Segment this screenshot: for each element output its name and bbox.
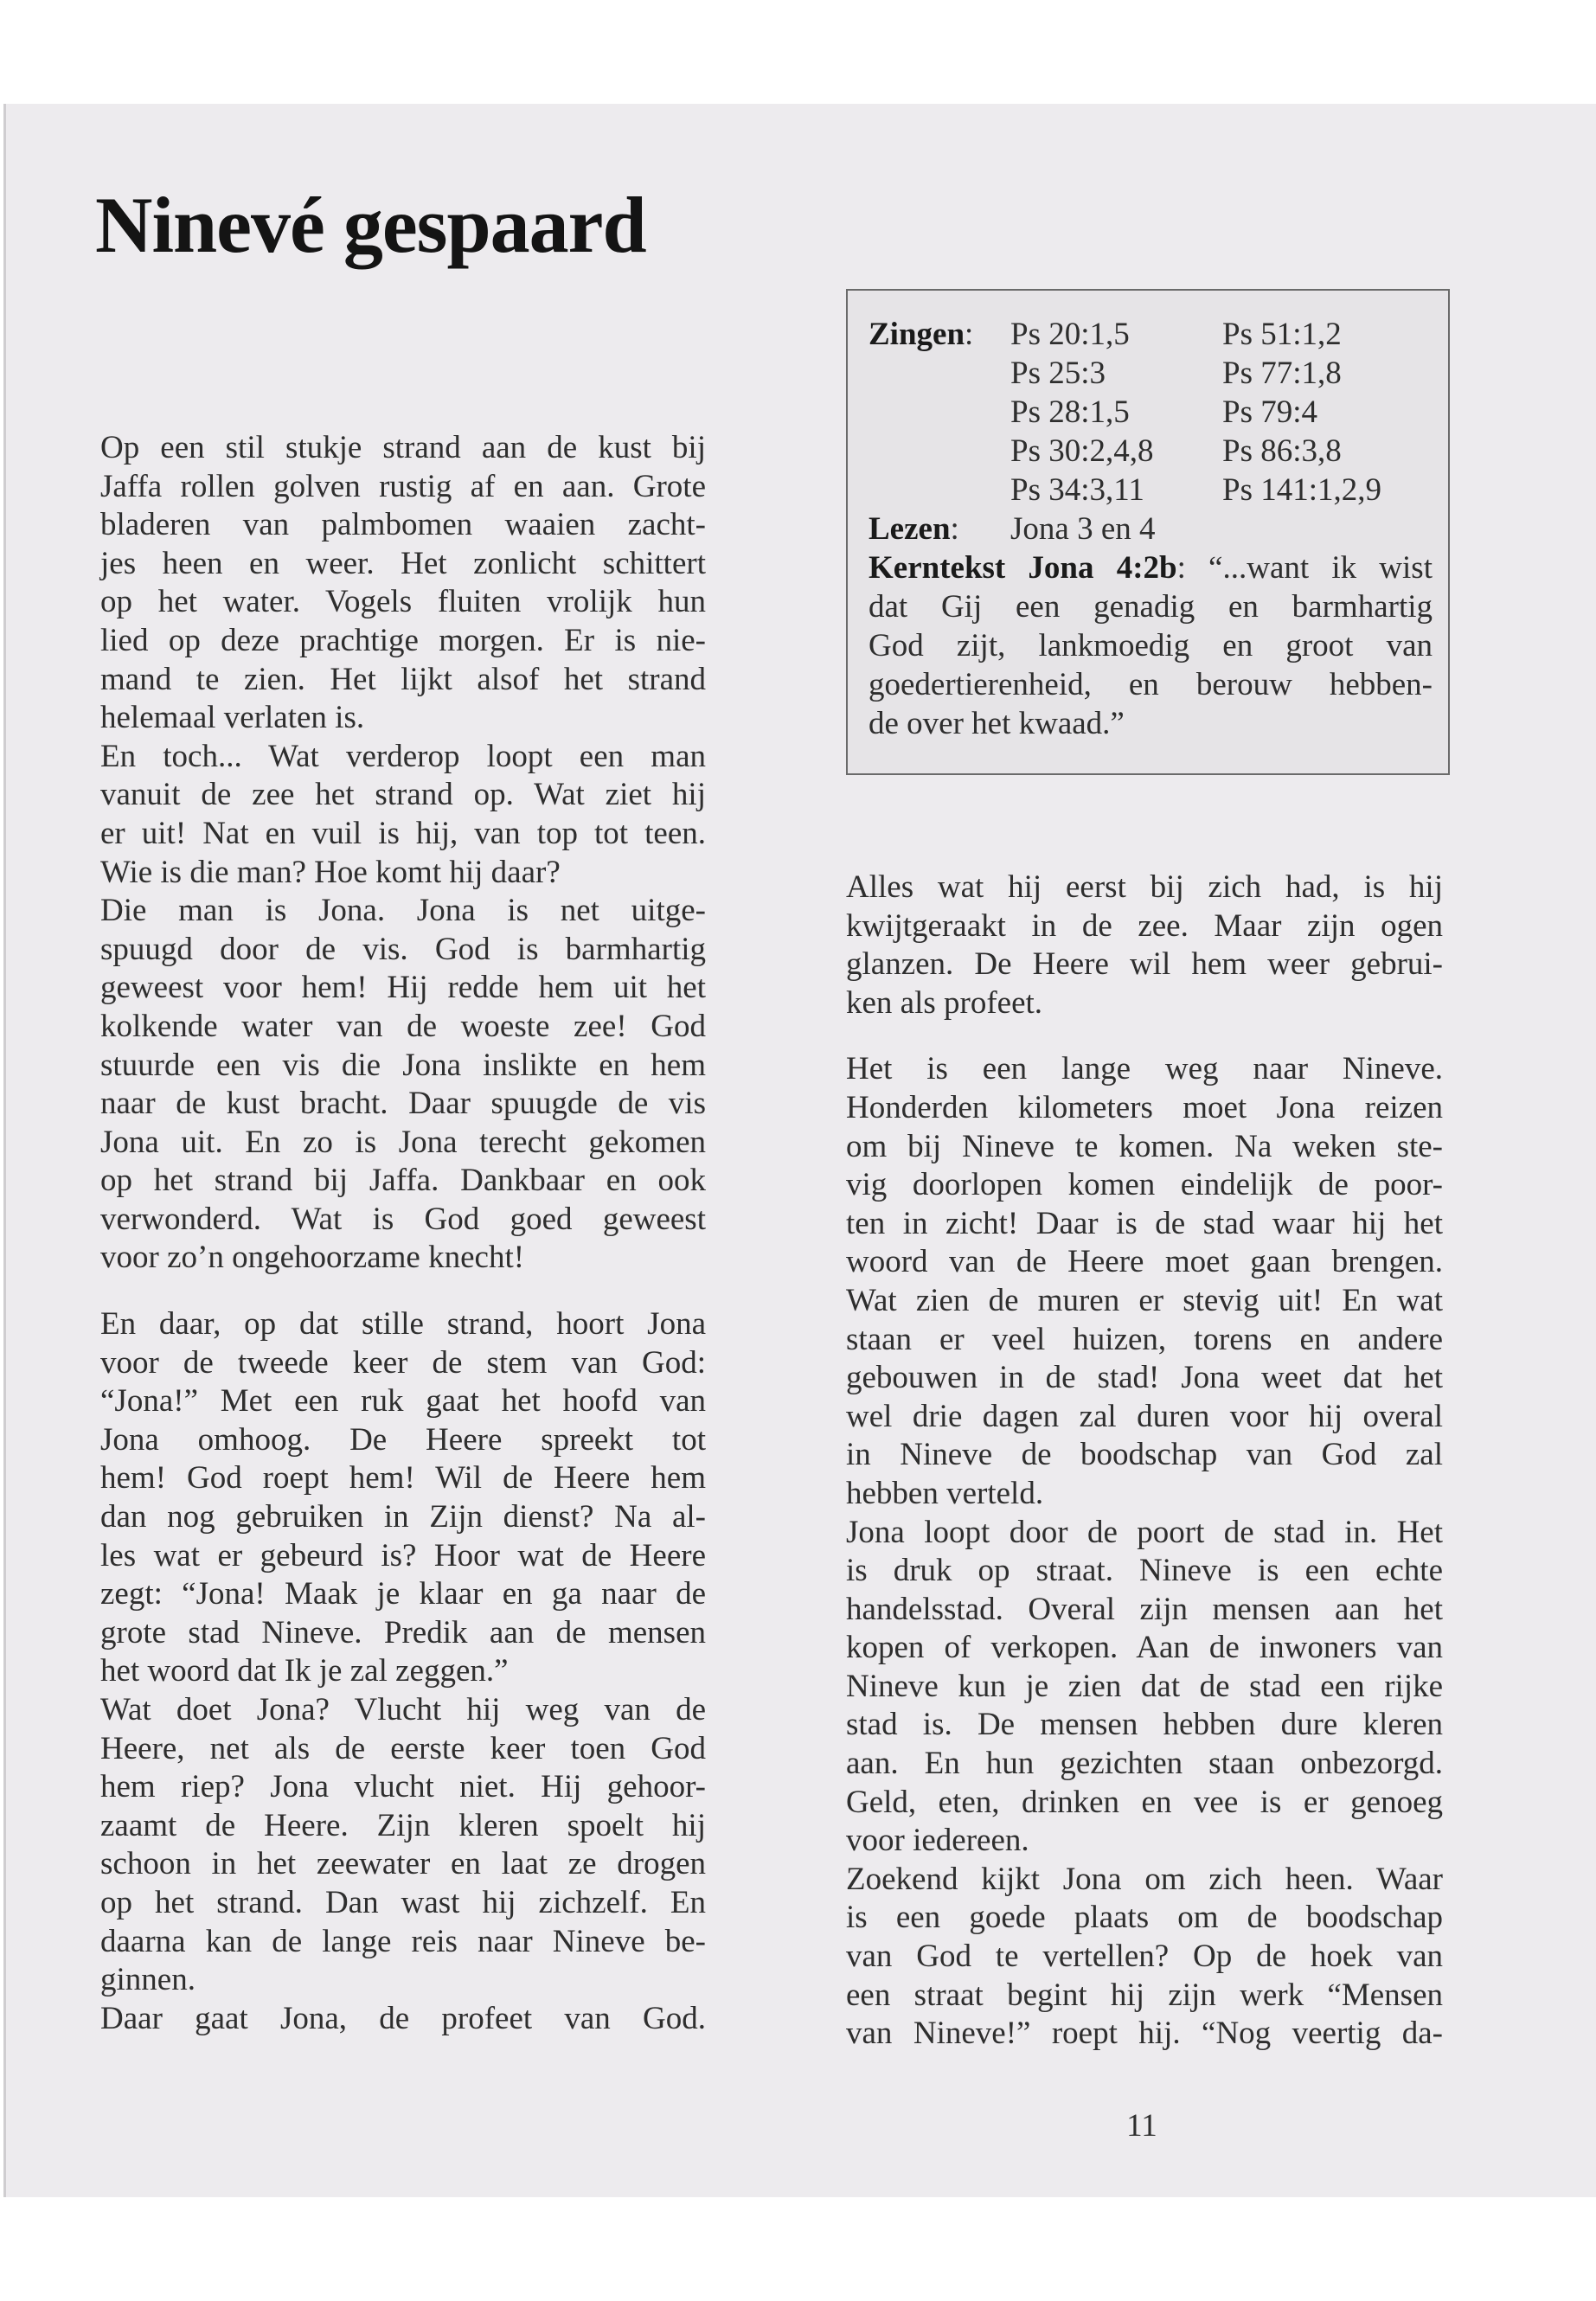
body-text-line: om bij Nineve te komen. Na weken ste- [846, 1128, 1443, 1164]
kerntekst-line: Kerntekst Jona 4:2b: “...want ik wist [869, 550, 1433, 586]
psalm-ref: Ps 28:1,5 [1010, 394, 1130, 430]
lezen-label: Lezen: [869, 511, 959, 547]
psalm-ref: Ps 77:1,8 [1222, 356, 1342, 391]
body-text-line: op het water. Vogels fluiten vrolijk hun [100, 584, 706, 620]
body-text-line: een straat begint hij zijn werk “Mensen [846, 1977, 1443, 2013]
body-text-line: Alles wat hij eerst bij zich had, is hij [846, 869, 1443, 905]
psalm-ref: Ps 25:3 [1010, 356, 1106, 391]
right-text-column [846, 868, 1443, 2054]
body-text-line: En toch... Wat verderop loopt een man [100, 738, 706, 774]
left-text-column [100, 429, 706, 2038]
reading-info-box [846, 289, 1450, 775]
body-text-line: geweest voor hem! Hij redde hem uit het [100, 970, 706, 1006]
body-text-line: staan er veel huizen, torens en andere [846, 1321, 1443, 1357]
body-text-line: lied op deze prachtige morgen. Er is nie- [100, 622, 706, 658]
body-text-line: hem riep? Jona vlucht niet. Hij gehoor- [100, 1769, 706, 1805]
body-text-line: naar de kust bracht. Daar spuugde de vis [100, 1086, 706, 1122]
body-text-line: kolkende water van de woeste zee! God [100, 1008, 706, 1044]
body-text-line: schoon in het zeewater en laat ze drogen [100, 1846, 706, 1882]
body-text-line: in Nineve de boodschap van God zal [846, 1437, 1443, 1473]
body-text-line: vanuit de zee het strand op. Wat ziet hij [100, 777, 706, 813]
body-text-line: “Jona!” Met een ruk gaat het hoofd van [100, 1383, 706, 1420]
body-text-line: kwijtgeraakt in de zee. Maar zijn ogen [846, 907, 1443, 944]
body-text-line: vig doorlopen komen eindelijk de poor- [846, 1167, 1443, 1203]
psalm-ref: Ps 30:2,4,8 [1010, 433, 1154, 469]
body-text-line: zegt: “Jona! Maak je klaar en ga naar de [100, 1576, 706, 1612]
body-text-line: Wat doet Jona? Vlucht hij weg van de [100, 1692, 706, 1727]
body-text-line: Het is een lange weg naar Nineve. [846, 1051, 1443, 1087]
body-text-line: verwonderd. Wat is God goed geweest [100, 1201, 706, 1237]
body-text-line: is druk op straat. Nineve is een echte [846, 1553, 1443, 1589]
kerntekst-line: dat Gij een genadig en barmhartig [869, 589, 1433, 625]
body-text-line: van Nineve!” roept hij. “Nog veertig da- [846, 2016, 1443, 2052]
kerntekst-label: Kerntekst Jona 4:2b [869, 550, 1177, 586]
kerntekst-line: de over het kwaad.” [869, 706, 1125, 741]
body-text-line: ten in zicht! Daar is de stad waar hij het [846, 1205, 1443, 1241]
psalm-ref: Ps 51:1,2 [1222, 317, 1342, 352]
kerntekst [869, 548, 1433, 743]
body-text-line: ginnen. [100, 1962, 195, 1998]
page-number: 11 [1126, 2108, 1157, 2144]
body-text-line: op het strand. Dan wast hij zichzelf. En [100, 1884, 706, 1920]
body-text-line: hem! God roept hem! Wil de Heere hem [100, 1460, 706, 1497]
body-text-line: hebben verteld. [846, 1475, 1044, 1511]
body-text-line: Op een stil stukje strand aan de kust bij [100, 430, 706, 465]
body-text-line: voor de tweede keer de stem van God: [100, 1344, 706, 1381]
body-text-line: van God te vertellen? Op de hoek van [846, 1939, 1443, 1975]
body-text-line: Wat zien de muren er stevig uit! En wat [846, 1282, 1443, 1318]
body-text-line: stuurde een vis die Jona inslikte en hem [100, 1047, 706, 1083]
body-text-line: mand te zien. Het lijkt alsof het strand [100, 661, 706, 697]
psalm-ref: Ps 34:3,11 [1010, 472, 1144, 508]
body-text-line: daarna kan de lange reis naar Nineve be- [100, 1923, 706, 1959]
body-text-line: Daar gaat Jona, de profeet van God. [100, 2000, 706, 2036]
body-text-line: Nineve kun je zien dat de stad een rijke [846, 1668, 1443, 1704]
body-text-line: Zoekend kijkt Jona om zich heen. Waar [846, 1861, 1443, 1897]
psalm-ref: Ps 86:3,8 [1222, 433, 1342, 469]
lezen-value: Jona 3 en 4 [1010, 511, 1156, 547]
body-text-line: er uit! Nat en vuil is hij, van top tot teen. [100, 815, 706, 851]
page-title: Ninevé gespaard [95, 181, 646, 269]
reading-info-content [869, 315, 1433, 743]
body-text-line: Jona uit. En zo is Jona terecht gekomen [100, 1124, 706, 1160]
body-text-line: Jaffa rollen golven rustig af en aan. Grote [100, 468, 706, 504]
body-text-line: helemaal verlaten is. [100, 700, 365, 736]
kerntekst-line: God zijt, lankmoedig en groot van [869, 628, 1433, 663]
body-text-line: Heere, net als de eerste keer toen God [100, 1730, 706, 1766]
body-text-line: dan nog gebruiken in Zijn dienst? Na al- [100, 1499, 706, 1535]
body-text-line: Honderden kilometers moet Jona reizen [846, 1089, 1443, 1125]
body-text-line: het woord dat Ik je zal zeggen.” [100, 1653, 509, 1689]
body-text-line: spuugd door de vis. God is barmhartig [100, 931, 706, 967]
body-text-line: zaamt de Heere. Zijn kleren spoelt hij [100, 1807, 706, 1843]
zingen-psalm-grid [869, 315, 1433, 548]
body-text-line: Wie is die man? Hoe komt hij daar? [100, 854, 561, 890]
body-text-line: op het strand bij Jaffa. Dankbaar en ook [100, 1163, 706, 1199]
zingen-label: Zingen: [869, 317, 974, 352]
body-text-line: wel drie dagen zal duren voor hij overal [846, 1398, 1443, 1434]
body-text-line: stad is. De mensen hebben dure kleren [846, 1707, 1443, 1743]
body-text-line: Jona omhoog. De Heere spreekt tot [100, 1421, 706, 1458]
body-text-line: Geld, eten, drinken en vee is er genoeg [846, 1784, 1443, 1820]
body-text-line: kopen of verkopen. Aan de inwoners van [846, 1630, 1443, 1666]
body-text-line: woord van de Heere moet gaan brengen. [846, 1244, 1443, 1280]
body-text-line: aan. En hun gezichten staan onbezorgd. [846, 1746, 1443, 1782]
psalm-ref: Ps 20:1,5 [1010, 317, 1130, 352]
kerntekst-line: goedertierenheid, en berouw hebben- [869, 667, 1433, 702]
body-text-line: jes heen en weer. Het zonlicht schittert [100, 545, 706, 581]
body-text-line: gebouwen in de stad! Jona weet dat het [846, 1360, 1443, 1396]
body-text-line: voor zo’n ongehoorzame knecht! [100, 1240, 525, 1276]
body-text-line: bladeren van palmbomen waaien zacht- [100, 507, 706, 543]
psalm-ref: Ps 141:1,2,9 [1222, 472, 1382, 508]
body-text-line: En daar, op dat stille strand, hoort Jona [100, 1306, 706, 1343]
body-text-line: Die man is Jona. Jona is net uitge- [100, 893, 706, 929]
body-text-line: Jona loopt door de poort de stad in. Het [846, 1514, 1443, 1550]
body-text-line: handelsstad. Overal zijn mensen aan het [846, 1591, 1443, 1627]
body-text-line: glanzen. De Heere wil hem weer gebrui- [846, 946, 1443, 983]
body-text-line: grote stad Nineve. Predik aan de mensen [100, 1614, 706, 1650]
body-text-line: voor iedereen. [846, 1823, 1029, 1859]
body-text-line: is een goede plaats om de boodschap [846, 1900, 1443, 1936]
psalm-ref: Ps 79:4 [1222, 394, 1318, 430]
body-text-line: ken als profeet. [846, 984, 1043, 1021]
body-text-line: les wat er gebeurd is? Hoor wat de Heere [100, 1537, 706, 1574]
